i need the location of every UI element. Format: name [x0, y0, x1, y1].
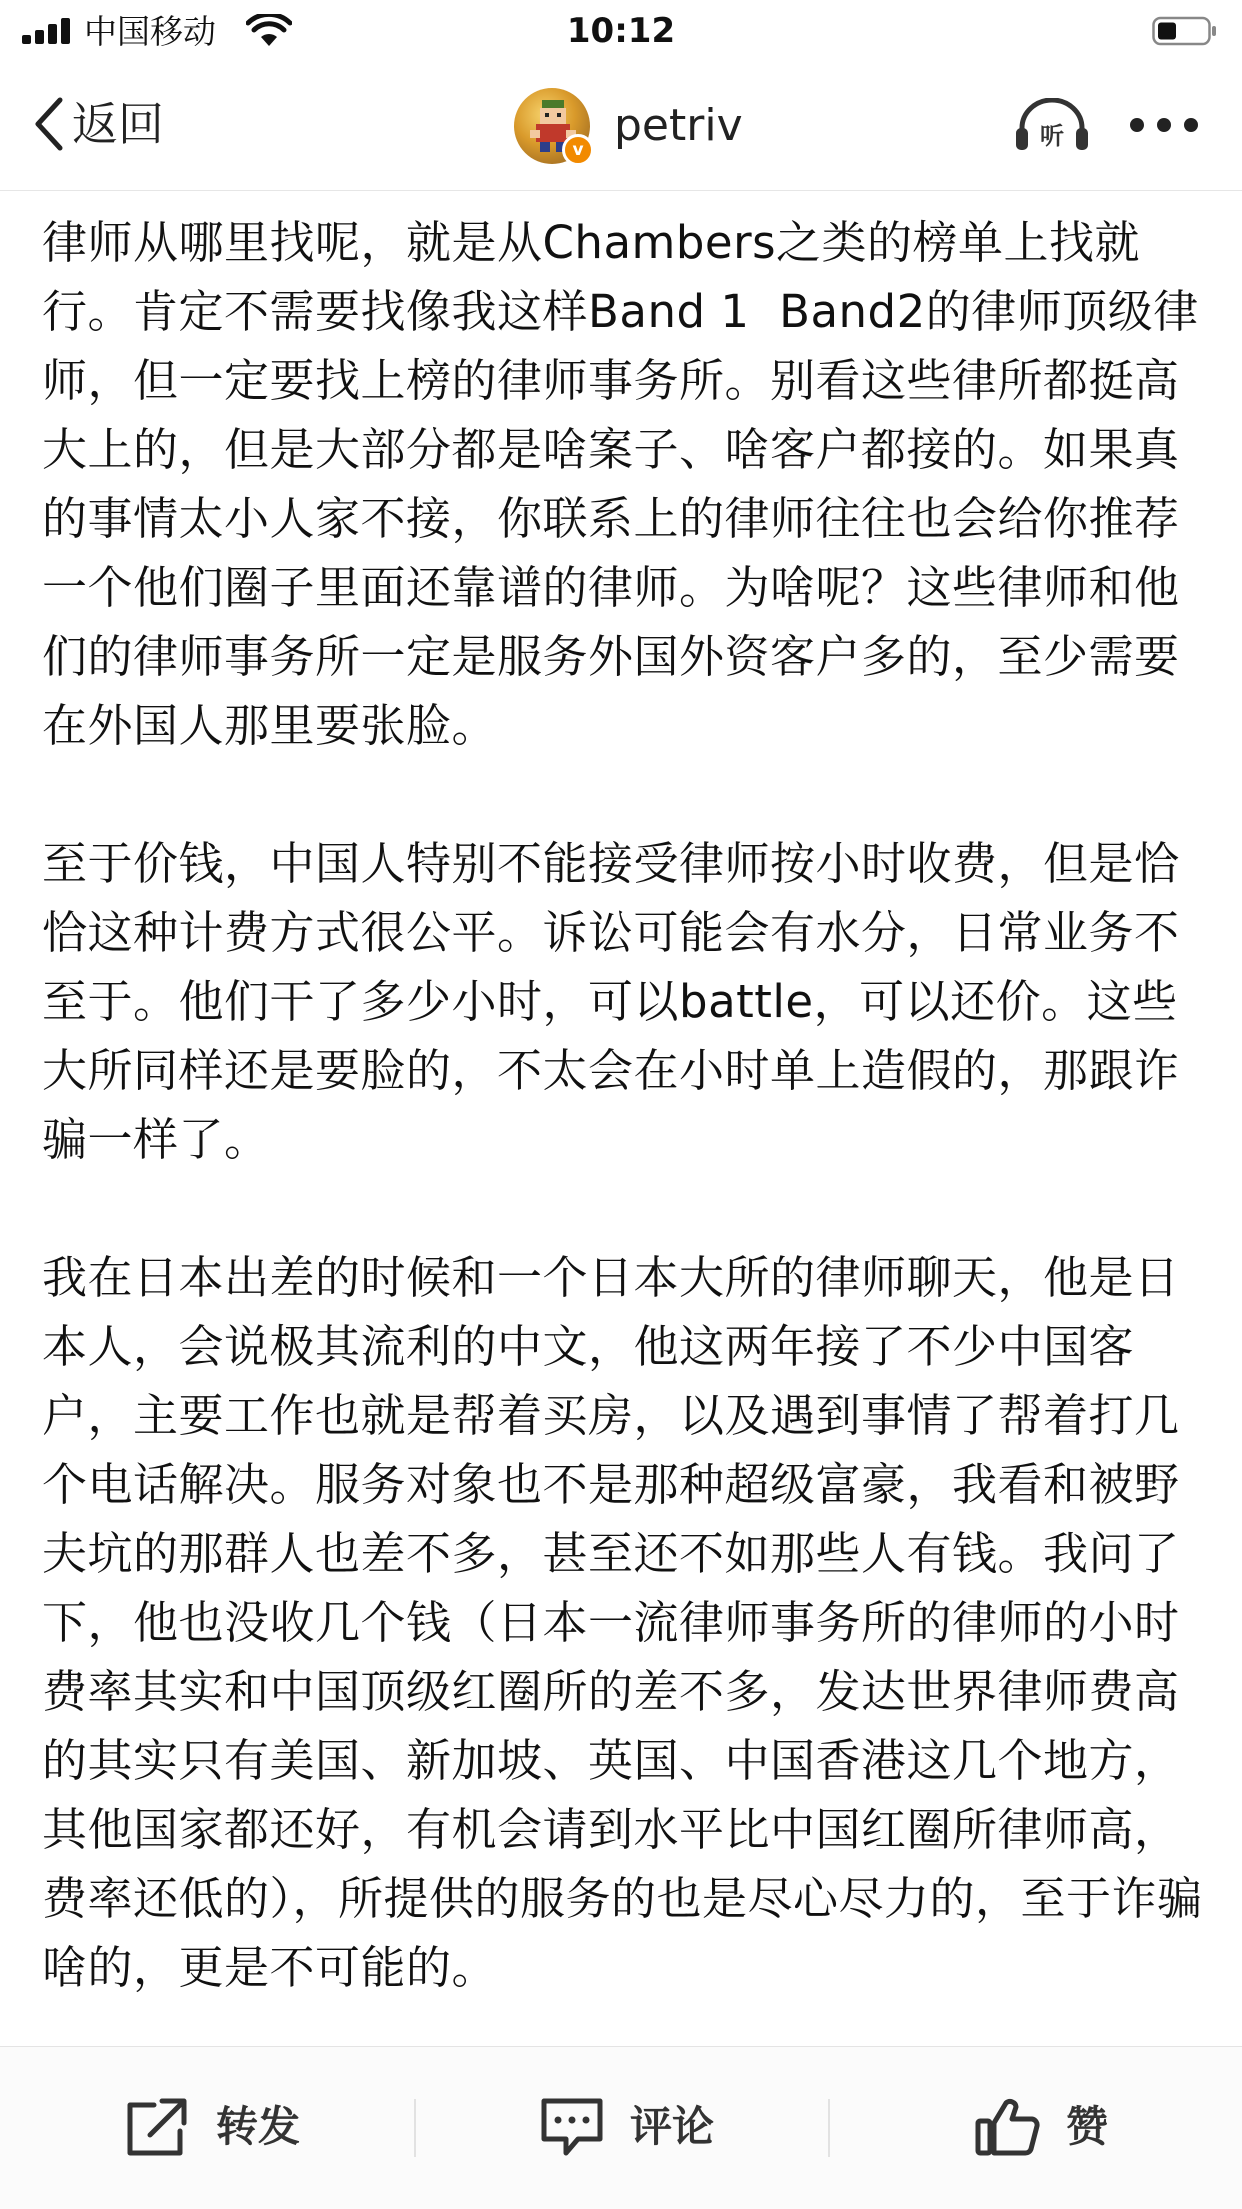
post-paragraph: 我在日本出差的时候和一个日本大所的律师聊天，他是日本人，会说极其流利的中文，他这两年接了不少中国客户，主要工作也就是帮着买房，以及遇到事情了帮着打几个电话解决。服务对象也不是那种超级富豪，我看和被野夫坑的那群人也差不多，甚至还不如那些人有钱。我问了下，他也没收几个钱（日本一流律师事务所的律师的小时费率其实和中国顶级红圈所的差不多，发达世界律师费高的其实只有美国、新加坡、英国、中国香港这几个地方，其他国家都还好，有机会请到水平比中国红圈所律师高，费率还低的），所提供的服务的也是尽心尽力的，至于诈骗啥的，更是不可能的。: [42, 1251, 1203, 1994]
avatar[interactable]: [514, 88, 590, 164]
thumbs-up-icon: [974, 2095, 1042, 2159]
author-profile[interactable]: [514, 88, 743, 164]
battery-icon: [1152, 16, 1218, 46]
post-paragraph: 律师从哪里找呢，就是从Chambers之类的榜单上找就行。肯定不需要找像我这样Band 1 Band2的律师顶级律师，但一定要找上榜的律师事务所。别看这些律所都挺高大上的，但是大部分都是啥案子、啥客户都接的。如果真的事情太小人家不接，你联系上的律师往往也会给你推荐一个他们圈子里面还靠谱的律师。为啥呢？这些律师和他们的律师事务所一定是服务外国外资客户多的，至少需要在外国人那里要张脸。: [42, 216, 1199, 752]
repost-button[interactable]: [124, 2095, 300, 2159]
post-content: [42, 190, 1208, 2046]
navigation-bar: [0, 62, 1242, 191]
author-username[interactable]: petriv: [614, 100, 743, 151]
comment-icon: [538, 2095, 606, 2159]
share-icon: [124, 2095, 192, 2159]
status-time: 10:12: [566, 11, 676, 51]
post-paragraph: 至于价钱，中国人特别不能接受律师按小时收费，但是恰恰这种计费方式很公平。诉讼可能会有水分，日常业务不至于。他们干了多少小时，可以battle，可以还价。这些大所同样还是要脸的，不太会在小时单上造假的，那跟诈骗一样了。: [42, 837, 1180, 1166]
like-button[interactable]: [974, 2095, 1108, 2159]
status-bar: [0, 0, 1242, 62]
comment-button[interactable]: [538, 2095, 714, 2159]
back-label: 返回: [72, 97, 164, 151]
back-button[interactable]: [30, 92, 164, 156]
comment-label: 评论: [630, 2102, 715, 2151]
more-options-icon[interactable]: [1130, 118, 1198, 134]
repost-label: 转发: [216, 2102, 301, 2151]
listen-label: 听: [1040, 122, 1064, 150]
action-toolbar: [0, 2046, 1242, 2209]
toolbar-divider: [414, 2099, 416, 2157]
listen-headphones-icon[interactable]: [1014, 98, 1090, 154]
carrier-name: 中国移动: [84, 12, 216, 51]
chevron-left-icon: [30, 94, 68, 154]
verified-badge-icon: v: [562, 134, 594, 166]
toolbar-divider: [828, 2099, 830, 2157]
like-label: 赞: [1066, 2102, 1109, 2151]
